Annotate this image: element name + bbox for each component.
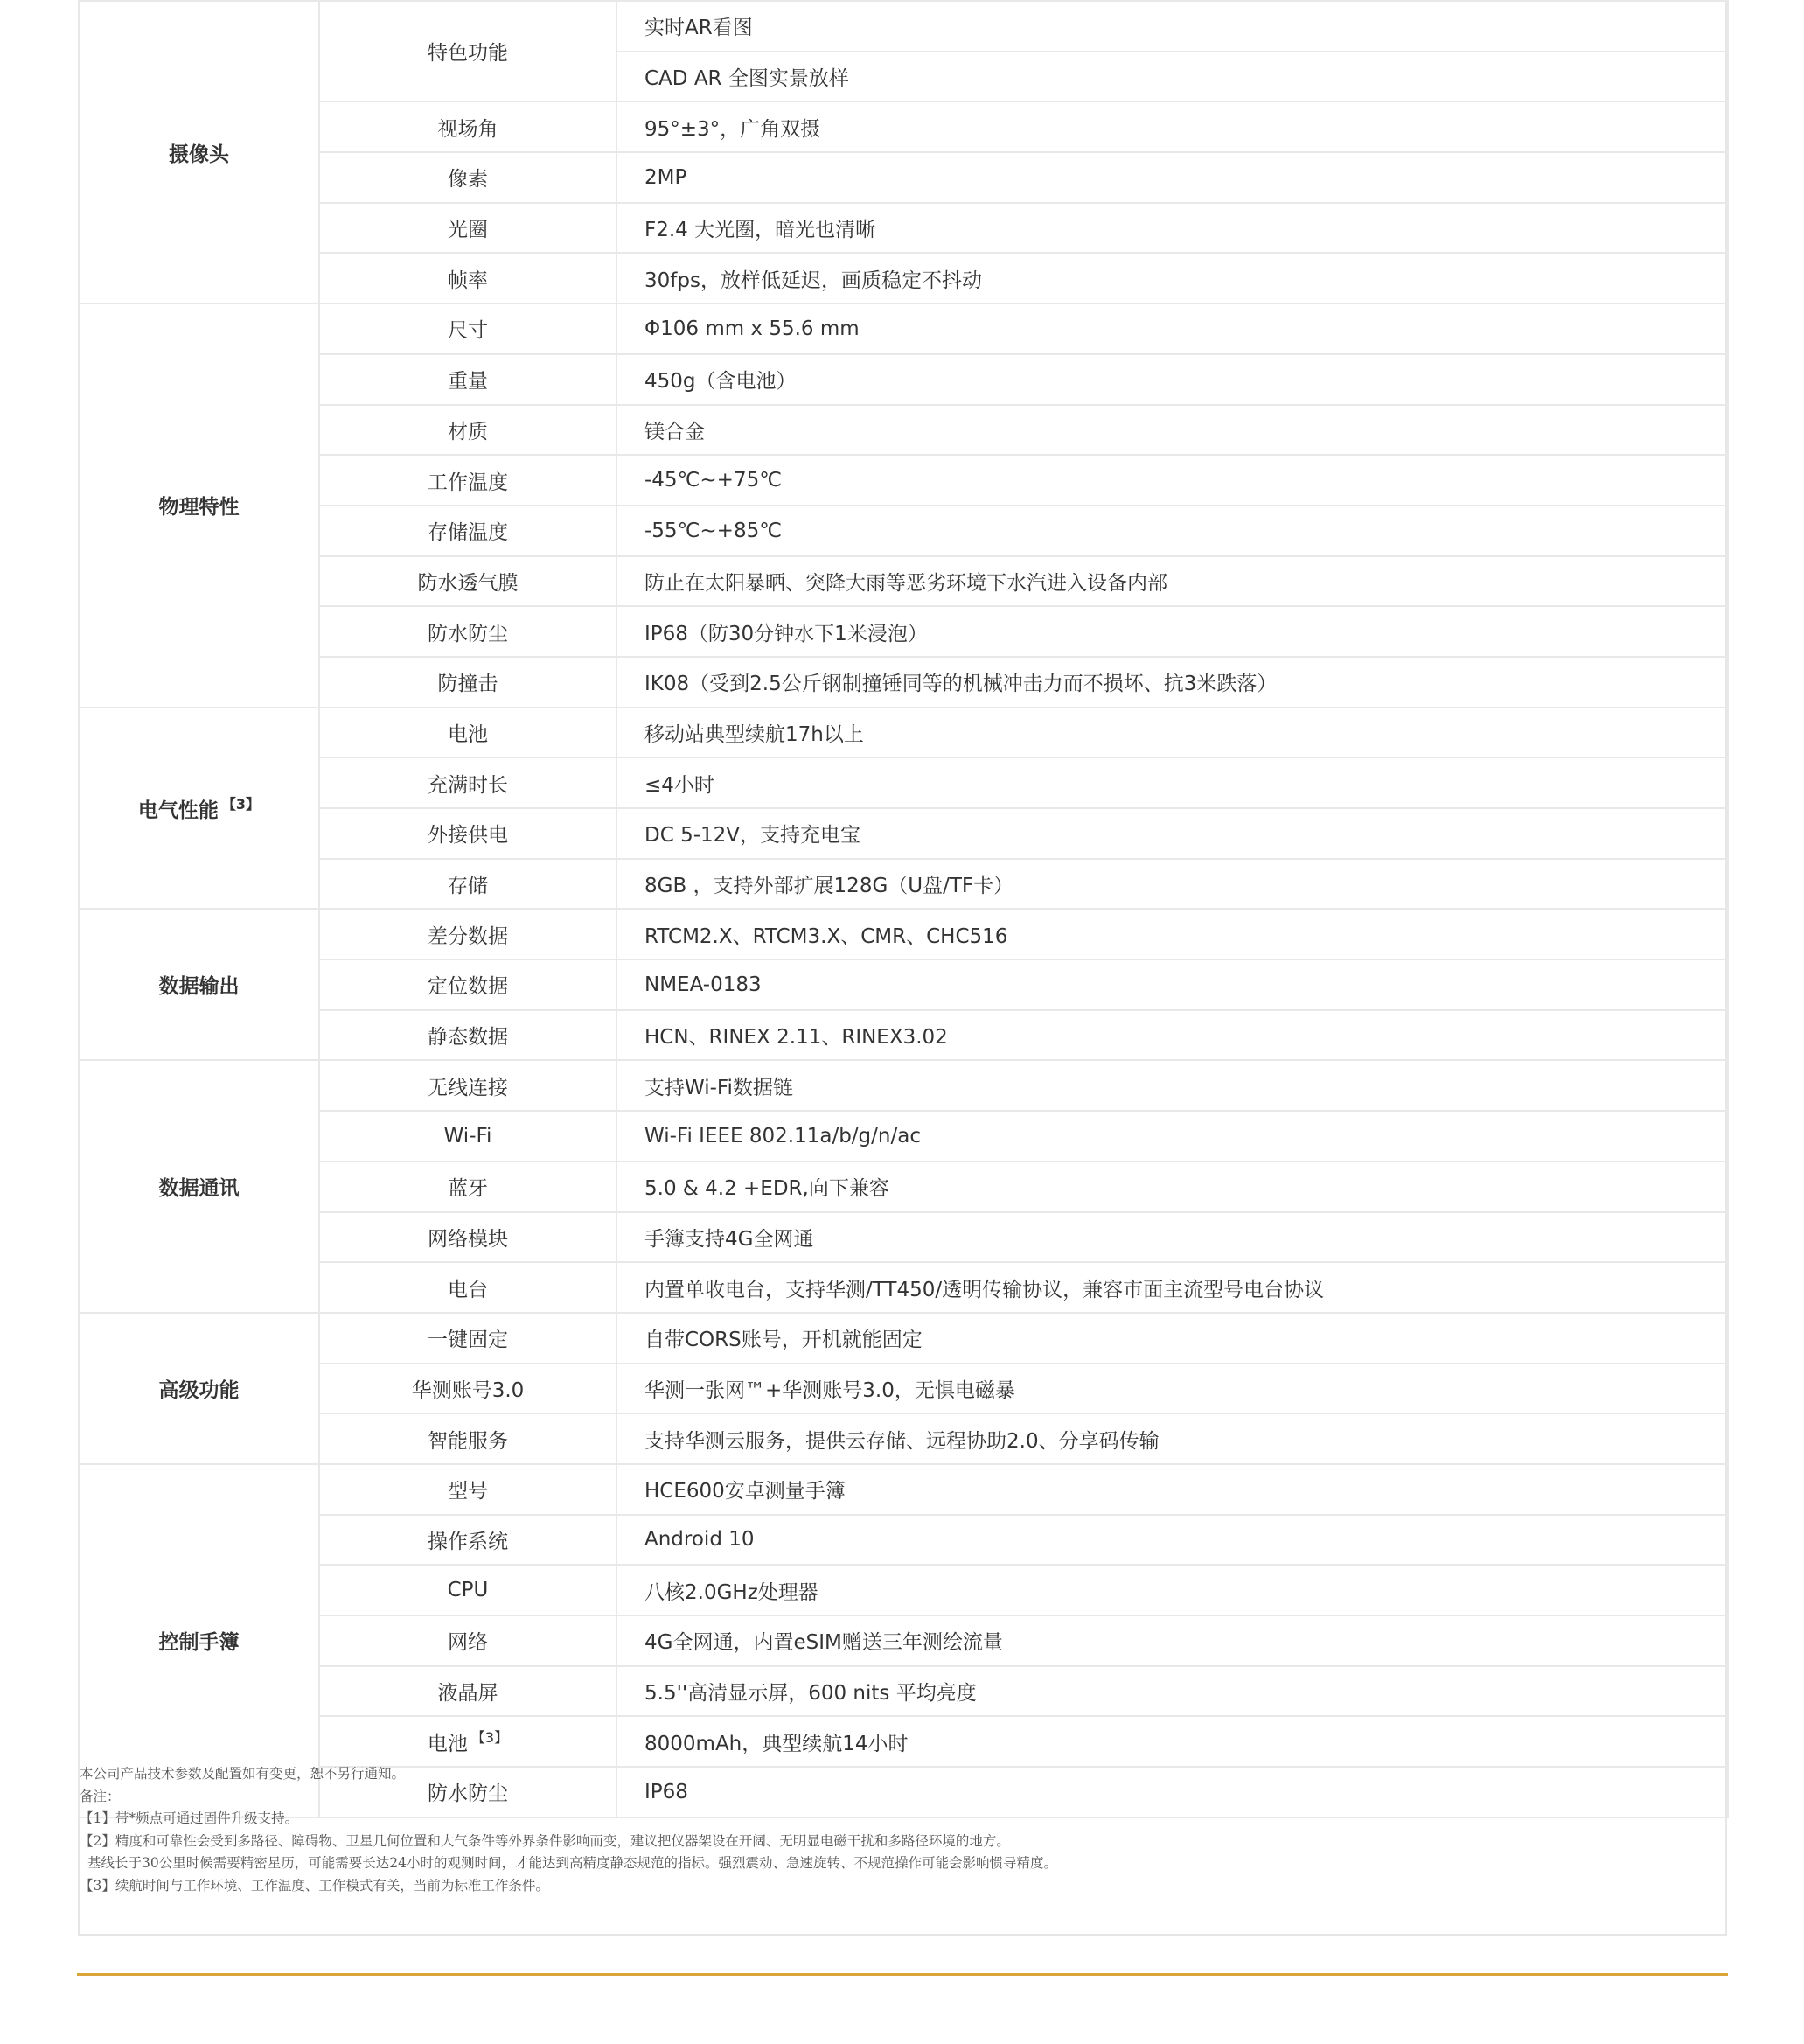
spec-key-label: 蓝牙 bbox=[448, 1177, 488, 1201]
spec-row bbox=[79, 657, 1728, 708]
spec-key-cell bbox=[319, 859, 616, 910]
spec-row bbox=[79, 1111, 1728, 1162]
spec-row bbox=[79, 1162, 1728, 1212]
spec-value-cell: 防止在太阳暴晒、突降大雨等恶劣环境下水汽进入设备内部 bbox=[616, 556, 1728, 607]
spec-value-cell: 实时AR看图 bbox=[616, 1, 1728, 52]
spec-value-cell: IK08（受到2.5公斤钢制撞锤同等的机械冲击力而不损坏、抗3米跌落） bbox=[616, 657, 1728, 708]
spec-row bbox=[79, 1666, 1728, 1717]
spec-key-label: 智能服务 bbox=[428, 1429, 508, 1453]
category-cell bbox=[79, 1060, 319, 1312]
spec-key-label: 液晶屏 bbox=[437, 1682, 498, 1706]
spec-key-cell bbox=[319, 253, 616, 303]
spec-value-cell: HCN、RINEX 2.11、RINEX3.02 bbox=[616, 1010, 1728, 1061]
spec-key-label: 尺寸 bbox=[448, 319, 488, 343]
spec-key-cell bbox=[319, 1262, 616, 1313]
spec-row bbox=[79, 152, 1728, 203]
spec-key-cell bbox=[319, 1010, 616, 1061]
spec-key-label: 型号 bbox=[448, 1480, 488, 1503]
spec-row bbox=[79, 959, 1728, 1010]
spec-row bbox=[79, 253, 1728, 303]
spec-row bbox=[79, 1212, 1728, 1263]
spec-key-label: 定位数据 bbox=[428, 975, 508, 999]
spec-key-cell bbox=[319, 909, 616, 959]
spec-value-cell: ≤4小时 bbox=[616, 757, 1728, 808]
spec-key-label: 存储 bbox=[448, 875, 488, 898]
spec-key-label: CPU bbox=[447, 1579, 489, 1602]
spec-key-label: 防水防尘 bbox=[428, 622, 508, 645]
spec-key-label: 像素 bbox=[448, 168, 488, 192]
footnote-ref: 【3】 bbox=[221, 796, 261, 813]
spec-row bbox=[79, 1716, 1728, 1767]
spec-key-cell bbox=[319, 203, 616, 254]
spec-row bbox=[79, 909, 1728, 959]
spec-row bbox=[79, 455, 1728, 506]
accent-divider bbox=[77, 1973, 1728, 1976]
spec-key-label: 防撞击 bbox=[437, 673, 498, 696]
spec-row bbox=[79, 1413, 1728, 1464]
spec-value-cell: 移动站典型续航17h以上 bbox=[616, 708, 1728, 758]
spec-key-cell bbox=[319, 354, 616, 405]
category-cell bbox=[79, 303, 319, 708]
spec-value-cell: 手簿支持4G全网通 bbox=[616, 1212, 1728, 1263]
spec-value-cell: 镁合金 bbox=[616, 405, 1728, 456]
footnotes bbox=[80, 1763, 1706, 1897]
spec-value-cell: -55℃~+85℃ bbox=[616, 506, 1728, 556]
spec-key-cell bbox=[319, 303, 616, 354]
spec-key-label: 特色功能 bbox=[428, 42, 508, 66]
spec-row bbox=[79, 556, 1728, 607]
category-label: 物理特性 bbox=[158, 496, 240, 520]
spec-key-label: 防水防尘 bbox=[428, 1782, 508, 1806]
spec-row bbox=[79, 203, 1728, 254]
spec-key-label: 电台 bbox=[448, 1278, 488, 1301]
spec-key-label: Wi-Fi bbox=[443, 1124, 492, 1148]
spec-key-label: 工作温度 bbox=[428, 471, 508, 494]
spec-row bbox=[79, 101, 1728, 152]
disclaimer-text: 本公司产品技术参数及配置如有变更，恕不另行通知。 bbox=[80, 1766, 406, 1782]
note-2-continued: 基线长于30公里时候需要精密星历，可能需要长达24小时的观测时间，才能达到高精度静态规范的指标。强烈震动、急速旋转、不规范操作可能会影响惯导精度。 bbox=[87, 1855, 1057, 1871]
spec-value-cell: 30fps，放样低延迟，画质稳定不抖动 bbox=[616, 253, 1728, 303]
spec-value-cell: Wi-Fi IEEE 802.11a/b/g/n/ac bbox=[616, 1111, 1728, 1162]
spec-row bbox=[79, 1, 1728, 52]
spec-key-cell bbox=[319, 959, 616, 1010]
spec-value-cell: -45℃~+75℃ bbox=[616, 455, 1728, 506]
spec-value-cell: 5.0 & 4.2 +EDR,向下兼容 bbox=[616, 1162, 1728, 1212]
spec-value-cell: 八核2.0GHz处理器 bbox=[616, 1565, 1728, 1615]
spec-key-label: 电池 bbox=[448, 722, 488, 746]
spec-row bbox=[79, 1464, 1728, 1515]
spec-key-cell bbox=[319, 1060, 616, 1111]
spec-key-label: 无线连接 bbox=[428, 1076, 508, 1099]
spec-row bbox=[79, 1515, 1728, 1566]
spec-key-cell bbox=[319, 1212, 616, 1263]
spec-key-cell bbox=[319, 657, 616, 708]
spec-key-cell bbox=[319, 1565, 616, 1615]
spec-value-cell: RTCM2.X、RTCM3.X、CMR、CHC516 bbox=[616, 909, 1728, 959]
spec-key-cell bbox=[319, 708, 616, 758]
notes-heading: 备注： bbox=[80, 1788, 121, 1804]
spec-key-cell bbox=[319, 1666, 616, 1717]
spec-value-cell: 95°±3°，广角双摄 bbox=[616, 101, 1728, 152]
spec-row bbox=[79, 859, 1728, 910]
spec-key-label: 防水透气膜 bbox=[417, 571, 519, 595]
spec-value-cell: 支持华测云服务，提供云存储、远程协助2.0、分享码传输 bbox=[616, 1413, 1728, 1464]
spec-row bbox=[79, 808, 1728, 859]
spec-value-cell: 2MP bbox=[616, 152, 1728, 203]
spec-value-cell: HCE600安卓测量手簿 bbox=[616, 1464, 1728, 1515]
footnote-ref: 【3】 bbox=[470, 1729, 509, 1747]
spec-key-cell bbox=[319, 556, 616, 607]
spec-key-label: 存储温度 bbox=[428, 521, 508, 545]
spec-row bbox=[79, 606, 1728, 657]
note-3: 【3】续航时间与工作环境、工作温度、工作模式有关，当前为标准工作条件。 bbox=[80, 1877, 549, 1894]
spec-key-label: 差分数据 bbox=[428, 924, 508, 948]
spec-key-cell bbox=[319, 455, 616, 506]
spec-key-cell bbox=[319, 506, 616, 556]
category-label: 数据输出 bbox=[158, 975, 240, 999]
spec-value-cell: 支持Wi-Fi数据链 bbox=[616, 1060, 1728, 1111]
category-label: 高级功能 bbox=[158, 1378, 240, 1402]
spec-row bbox=[79, 1364, 1728, 1414]
spec-value-cell: 8000mAh，典型续航14小时 bbox=[616, 1716, 1728, 1767]
note-1: 【1】带*频点可通过固件升级支持。 bbox=[80, 1810, 299, 1826]
spec-key-cell bbox=[319, 1313, 616, 1364]
spec-key-cell bbox=[319, 1464, 616, 1515]
spec-key-cell bbox=[319, 1364, 616, 1414]
spec-value-cell: IP68（防30分钟水下1米浸泡） bbox=[616, 606, 1728, 657]
spec-key-cell bbox=[319, 405, 616, 456]
spec-key-label: 网络 bbox=[448, 1631, 488, 1655]
spec-key-label: 充满时长 bbox=[428, 773, 508, 797]
spec-key-cell bbox=[319, 152, 616, 203]
spec-key-cell bbox=[319, 1515, 616, 1566]
spec-key-label: 一键固定 bbox=[428, 1329, 508, 1352]
spec-key-cell bbox=[319, 1111, 616, 1162]
spec-key-label: 帧率 bbox=[448, 269, 488, 292]
category-cell bbox=[79, 909, 319, 1060]
category-label: 控制手簿 bbox=[158, 1631, 240, 1655]
category-cell bbox=[79, 1, 319, 303]
spec-table bbox=[78, 0, 1729, 1818]
spec-key-cell bbox=[319, 1162, 616, 1212]
spec-key-label: 外接供电 bbox=[428, 824, 508, 848]
spec-value-cell: 华测一张网™+华测账号3.0，无惧电磁暴 bbox=[616, 1364, 1728, 1414]
spec-key-label: 操作系统 bbox=[428, 1530, 508, 1553]
spec-row bbox=[79, 708, 1728, 758]
spec-value-cell: Φ106 mm x 55.6 mm bbox=[616, 303, 1728, 354]
spec-row bbox=[79, 354, 1728, 405]
spec-value-cell: 8GB ，支持外部扩展128G（U盘/TF卡） bbox=[616, 859, 1728, 910]
spec-key-label: 静态数据 bbox=[428, 1026, 508, 1050]
spec-value-cell: 4G全网通，内置eSIM赠送三年测绘流量 bbox=[616, 1615, 1728, 1666]
spec-key-cell bbox=[319, 1, 616, 101]
spec-key-label: 视场角 bbox=[437, 117, 498, 141]
category-cell bbox=[79, 1313, 319, 1464]
spec-key-label: 电池 bbox=[427, 1733, 468, 1756]
spec-key-label: 材质 bbox=[448, 420, 488, 443]
spec-row bbox=[79, 405, 1728, 456]
spec-key-label: 重量 bbox=[448, 370, 488, 394]
spec-row bbox=[79, 1262, 1728, 1313]
spec-row bbox=[79, 1313, 1728, 1364]
category-label: 电气性能 bbox=[137, 799, 219, 822]
spec-key-cell bbox=[319, 606, 616, 657]
spec-key-cell bbox=[319, 1413, 616, 1464]
spec-row bbox=[79, 1565, 1728, 1615]
spec-key-label: 华测账号3.0 bbox=[411, 1378, 525, 1402]
spec-row bbox=[79, 1010, 1728, 1061]
spec-value-cell: DC 5-12V，支持充电宝 bbox=[616, 808, 1728, 859]
spec-key-cell bbox=[319, 1615, 616, 1666]
category-cell bbox=[79, 708, 319, 910]
spec-row bbox=[79, 303, 1728, 354]
spec-value-cell: F2.4 大光圈，暗光也清晰 bbox=[616, 203, 1728, 254]
spec-key-label: 网络模块 bbox=[428, 1227, 508, 1251]
spec-value-cell: 自带CORS账号，开机就能固定 bbox=[616, 1313, 1728, 1364]
category-label: 数据通讯 bbox=[158, 1177, 240, 1201]
spec-value-cell: NMEA-0183 bbox=[616, 959, 1728, 1010]
spec-table-body bbox=[79, 1, 1728, 1817]
category-label: 摄像头 bbox=[169, 143, 229, 166]
spec-row bbox=[79, 1615, 1728, 1666]
note-2: 【2】精度和可靠性会受到多路径、障碍物、卫星几何位置和大气条件等外界条件影响而变，建议把仪器架设在开阔、无明显电磁干扰和多路径环境的地方。 bbox=[80, 1832, 1010, 1849]
spec-value-cell: Android 10 bbox=[616, 1515, 1728, 1566]
spec-key-cell bbox=[319, 808, 616, 859]
spec-key-cell bbox=[319, 757, 616, 808]
spec-value-cell: 450g（含电池） bbox=[616, 354, 1728, 405]
spec-row bbox=[79, 757, 1728, 808]
spec-value-cell: 5.5''高清显示屏，600 nits 平均亮度 bbox=[616, 1666, 1728, 1717]
spec-value-cell: 内置单收电台，支持华测/TT450/透明传输协议，兼容市面主流型号电台协议 bbox=[616, 1262, 1728, 1313]
spec-value-cell: IP68 bbox=[616, 1767, 1728, 1817]
spec-value-cell: CAD AR 全图实景放样 bbox=[616, 52, 1728, 102]
spec-key-cell bbox=[319, 1716, 616, 1767]
spec-key-label: 光圈 bbox=[448, 219, 488, 242]
spec-row bbox=[79, 506, 1728, 556]
spec-key-cell bbox=[319, 101, 616, 152]
spec-row bbox=[79, 1060, 1728, 1111]
